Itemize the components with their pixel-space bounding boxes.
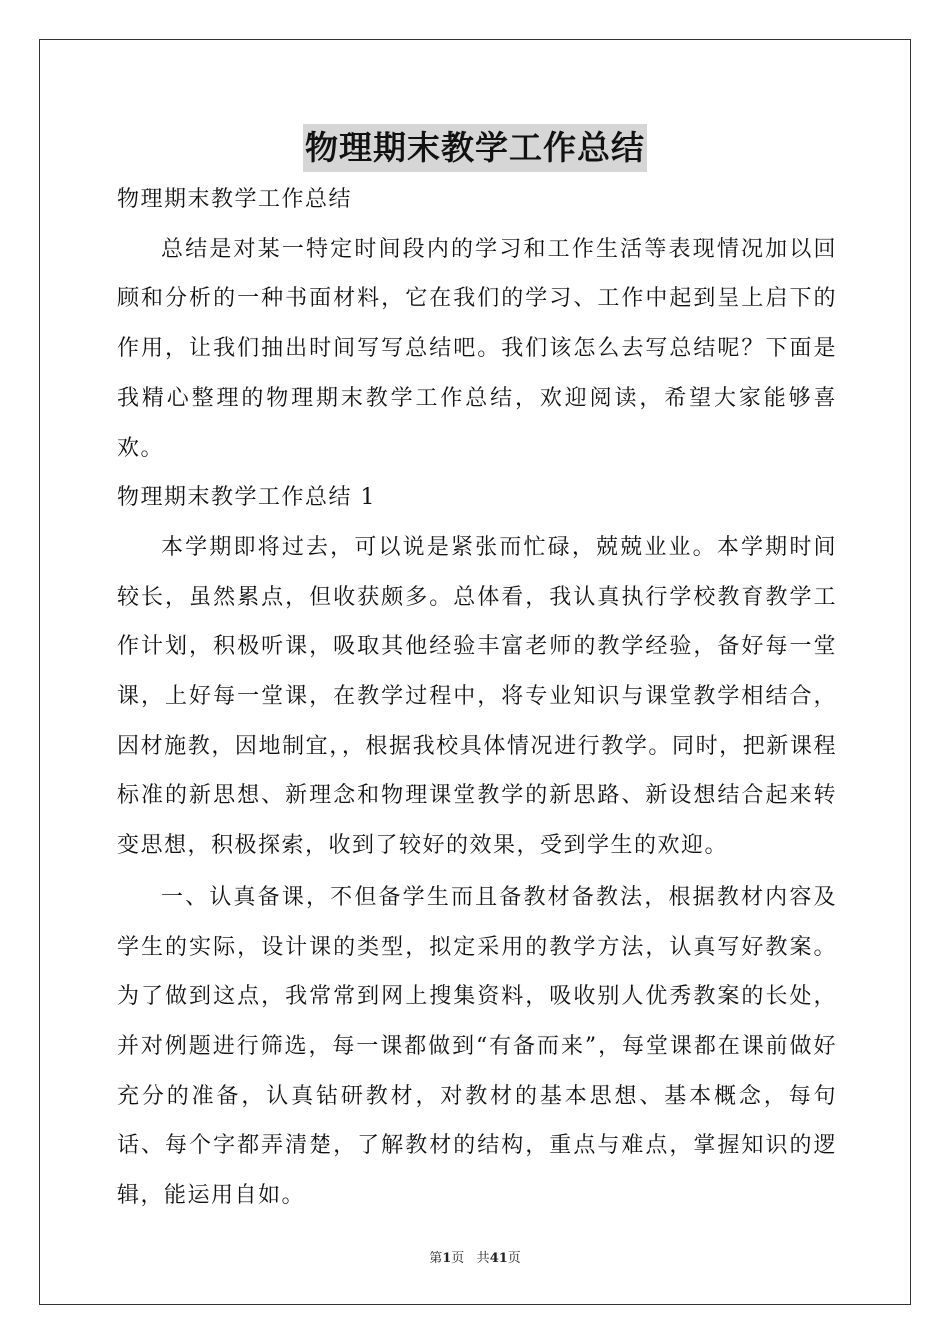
footer-total-unit: 页 <box>507 1251 521 1266</box>
page-footer <box>0 1247 950 1266</box>
document-title-text: 物理期末教学工作总结 <box>303 124 647 172</box>
document-body <box>117 175 837 1221</box>
paragraph-intro: 总结是对某一特定时间段内的学习和工作生活等表现情况加以回顾和分析的一种书面材料，它在我们的学习、工作中起到呈上启下的作用，让我们抽出时间写写总结吧。我们该怎么去写总结呢？下面是我精心整理的物理期末教学工作总结，欢迎阅读，希望大家能够喜欢。 <box>117 236 837 461</box>
paragraph-body-1: 本学期即将过去，可以说是紧张而忙碌，兢兢业业。本学期时间较长，虽然累点，但收获颇多。总体看，我认真执行学校教育教学工作计划，积极听课，吸取其他经验丰富老师的教学经验，备好每一堂课，上好每一堂课，在教学过程中，将专业知识与课堂教学相结合，因材施教，因地制宜，，根据我校具体情况进行教学。同时，把新课程标准的新思想、新理念和物理课堂教学的新思路、新设想结合起来转变思想，积极探索，收到了较好的效果，受到学生的欢迎。 <box>117 534 837 859</box>
footer-page-unit: 页 <box>451 1251 465 1266</box>
paragraph-section-heading: 物理期末教学工作总结 1 <box>117 485 376 511</box>
footer-total-pages: 41 <box>489 1251 508 1266</box>
footer-page-number: 1 <box>442 1251 452 1266</box>
footer-prefix: 第 <box>429 1251 443 1266</box>
document-title <box>0 124 950 172</box>
paragraph-body-2: 一、认真备课，不但备学生而且备教材备教法，根据教材内容及学生的实际，设计课的类型，拟定采用的教学方法，认真写好教案。为了做到这点，我常常到网上搜集资料，吸收别人优秀教案的长处，并对例题进行筛选，每一课都做到“有备而来”，每堂课都在课前做好充分的准备，认真钻研教材，对教材的基本思想、基本概念，每句话、每个字都弄清楚，了解教材的结构，重点与难点，掌握知识的逻辑，能运用自如。 <box>117 884 837 1209</box>
footer-total-prefix: 共 <box>476 1251 490 1266</box>
paragraph-subtitle: 物理期末教学工作总结 <box>117 187 353 212</box>
